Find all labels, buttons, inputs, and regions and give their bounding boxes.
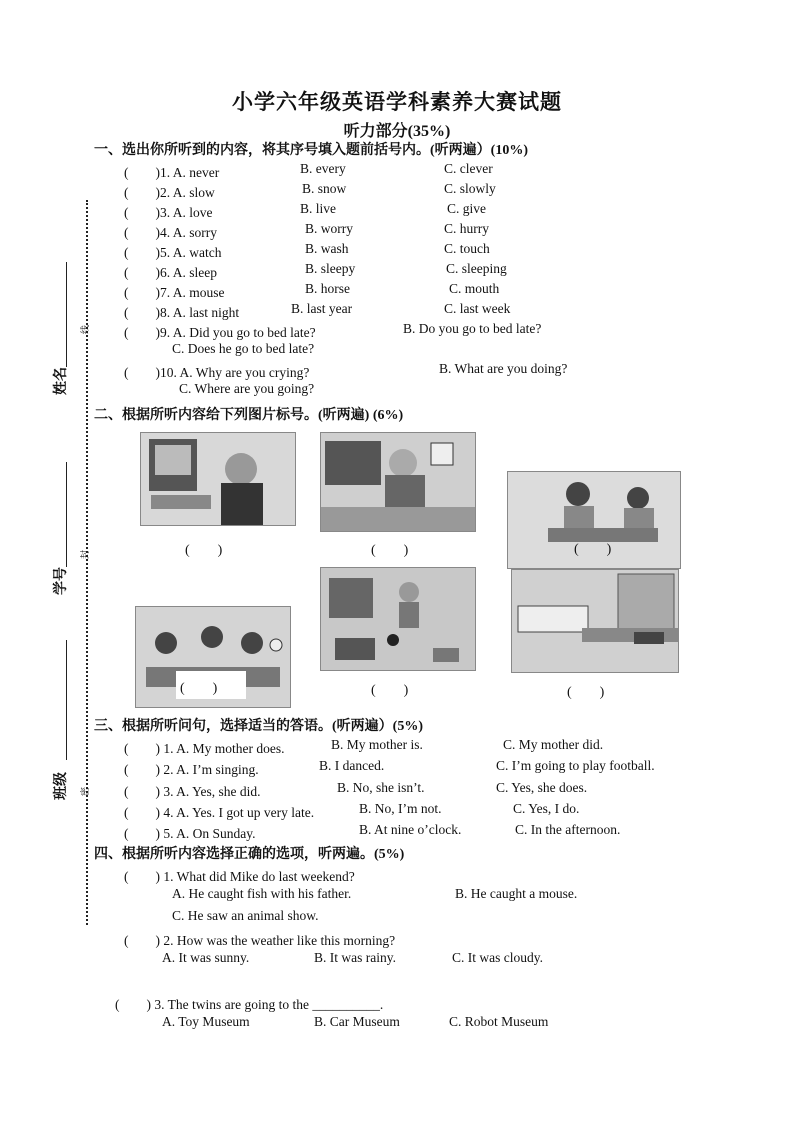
- s3-q4-b: B. No, I’m not.: [359, 801, 442, 816]
- picture-messy-room: [320, 567, 476, 671]
- seal-mark-mi: 密: [80, 786, 91, 797]
- s3-q1-a: ( ) 1. A. My mother does.: [124, 741, 285, 756]
- picture-doing-homework: [320, 432, 476, 532]
- s1-q8-a: ( )8. A. last night: [124, 305, 240, 320]
- s1-q7-a: ( )7. A. mouse: [124, 285, 225, 300]
- s3-q2-a: ( ) 2. A. I’m singing.: [124, 762, 259, 777]
- s3-q5-b: B. At nine o’clock.: [359, 822, 462, 837]
- student-id-write-line: [66, 462, 67, 567]
- page-title: 小学六年级英语学科素养大赛试题: [232, 90, 562, 114]
- s1-q2-c: C. slowly: [444, 181, 496, 196]
- page-subtitle: 听力部分(35%): [343, 123, 451, 140]
- picture-family-at-table: [135, 606, 291, 708]
- picture-tidy-bedroom: [511, 569, 679, 673]
- s4-q3-b: B. Car Museum: [314, 1014, 400, 1029]
- s3-q5-c: C. In the afternoon.: [515, 822, 621, 837]
- s1-q2-b: B. snow: [302, 181, 347, 196]
- s4-q1-c: C. He saw an animal show.: [172, 908, 319, 923]
- section3-heading: 三、根据所听问句，选择适当的答语。(听两遍）(5%): [94, 719, 423, 734]
- picture-children-reading: [507, 471, 681, 569]
- s1-q9-a: ( )9. A. Did you go to bed late?: [124, 325, 316, 340]
- s1-q7-c: C. mouth: [449, 281, 500, 296]
- picture6-answer-blank[interactable]: ( ): [567, 685, 605, 700]
- s1-q9-b: B. Do you go to bed late?: [403, 321, 542, 336]
- s3-q3-b: B. No, she isn’t.: [337, 780, 425, 795]
- s4-q3-a: A. Toy Museum: [162, 1014, 250, 1029]
- s1-q4-c: C. hurry: [444, 221, 489, 236]
- s4-q1-b: B. He caught a mouse.: [455, 886, 578, 901]
- s4-q2-a: A. It was sunny.: [162, 950, 250, 965]
- s1-q10-c: C. Where are you going?: [179, 381, 315, 396]
- s1-q10-a: ( )10. A. Why are you crying?: [124, 365, 310, 380]
- section2-heading: 二、根据所听内容给下列图片标号。(听两遍) (6%): [94, 408, 404, 423]
- section1-heading: 一、选出你所听到的内容，将其序号填入题前括号内。(听两遍）(10%): [94, 143, 528, 158]
- s4-q2-c: C. It was cloudy.: [452, 950, 543, 965]
- s1-q4-b: B. worry: [305, 221, 353, 236]
- seal-mark-line: 线: [80, 324, 91, 335]
- picture1-answer-blank[interactable]: ( ): [185, 543, 223, 558]
- picture-brushing-teeth: [140, 432, 296, 526]
- s1-q3-b: B. live: [300, 201, 336, 216]
- s3-q1-c: C. My mother did.: [503, 737, 604, 752]
- s3-q1-b: B. My mother is.: [331, 737, 423, 752]
- s1-q6-a: ( )6. A. sleep: [124, 265, 217, 280]
- s1-q5-c: C. touch: [444, 241, 490, 256]
- s1-q9-c: C. Does he go to bed late?: [172, 341, 315, 356]
- picture3-answer-blank[interactable]: ( ): [574, 542, 612, 557]
- seal-mark-feng: 封: [80, 549, 91, 560]
- s1-q1-c: C. clever: [444, 161, 493, 176]
- name-label: 姓名: [54, 367, 69, 395]
- s1-q3-a: ( )3. A. love: [124, 205, 213, 220]
- s3-q2-b: B. I danced.: [319, 758, 385, 773]
- s3-q3-c: C. Yes, she does.: [496, 780, 588, 795]
- s1-q8-b: B. last year: [291, 301, 353, 316]
- s3-q5-a: ( ) 5. A. On Sunday.: [124, 826, 256, 841]
- s1-q6-c: C. sleeping: [446, 261, 507, 276]
- s1-q5-a: ( )5. A. watch: [124, 245, 222, 260]
- s4-q1: ( ) 1. What did Mike do last weekend?: [124, 869, 355, 884]
- section4-heading: 四、根据所听内容选择正确的选项，听两遍。(5%): [94, 847, 405, 862]
- s1-q8-c: C. last week: [444, 301, 511, 316]
- s3-q2-c: C. I’m going to play football.: [496, 758, 655, 773]
- s4-q3: ( ) 3. The twins are going to the __________.: [115, 997, 384, 1012]
- class-label: 班级: [54, 772, 69, 800]
- s1-q5-b: B. wash: [305, 241, 349, 256]
- s4-q2: ( ) 2. How was the weather like this morning?: [124, 933, 396, 948]
- class-write-line: [66, 640, 67, 760]
- name-write-line: [66, 262, 67, 367]
- student-id-label: 学号: [54, 567, 69, 595]
- s1-q3-c: C. give: [447, 201, 486, 216]
- s4-q3-c: C. Robot Museum: [449, 1014, 549, 1029]
- binding-dotted-line: [86, 200, 88, 925]
- s1-q2-a: ( )2. A. slow: [124, 185, 215, 200]
- picture4-answer-blank[interactable]: ( ): [180, 681, 218, 696]
- s3-q4-c: C. Yes, I do.: [513, 801, 580, 816]
- s3-q3-a: ( ) 3. A. Yes, she did.: [124, 784, 261, 799]
- s4-q2-b: B. It was rainy.: [314, 950, 396, 965]
- s1-q4-a: ( )4. A. sorry: [124, 225, 217, 240]
- s3-q4-a: ( ) 4. A. Yes. I got up very late.: [124, 805, 315, 820]
- s1-q10-b: B. What are you doing?: [439, 361, 568, 376]
- s1-q1-b: B. every: [300, 161, 346, 176]
- s1-q1-a: ( )1. A. never: [124, 165, 220, 180]
- picture5-answer-blank[interactable]: ( ): [371, 683, 409, 698]
- s1-q7-b: B. horse: [305, 281, 350, 296]
- picture2-answer-blank[interactable]: ( ): [371, 543, 409, 558]
- s4-q1-a: A. He caught fish with his father.: [172, 886, 352, 901]
- s1-q6-b: B. sleepy: [305, 261, 356, 276]
